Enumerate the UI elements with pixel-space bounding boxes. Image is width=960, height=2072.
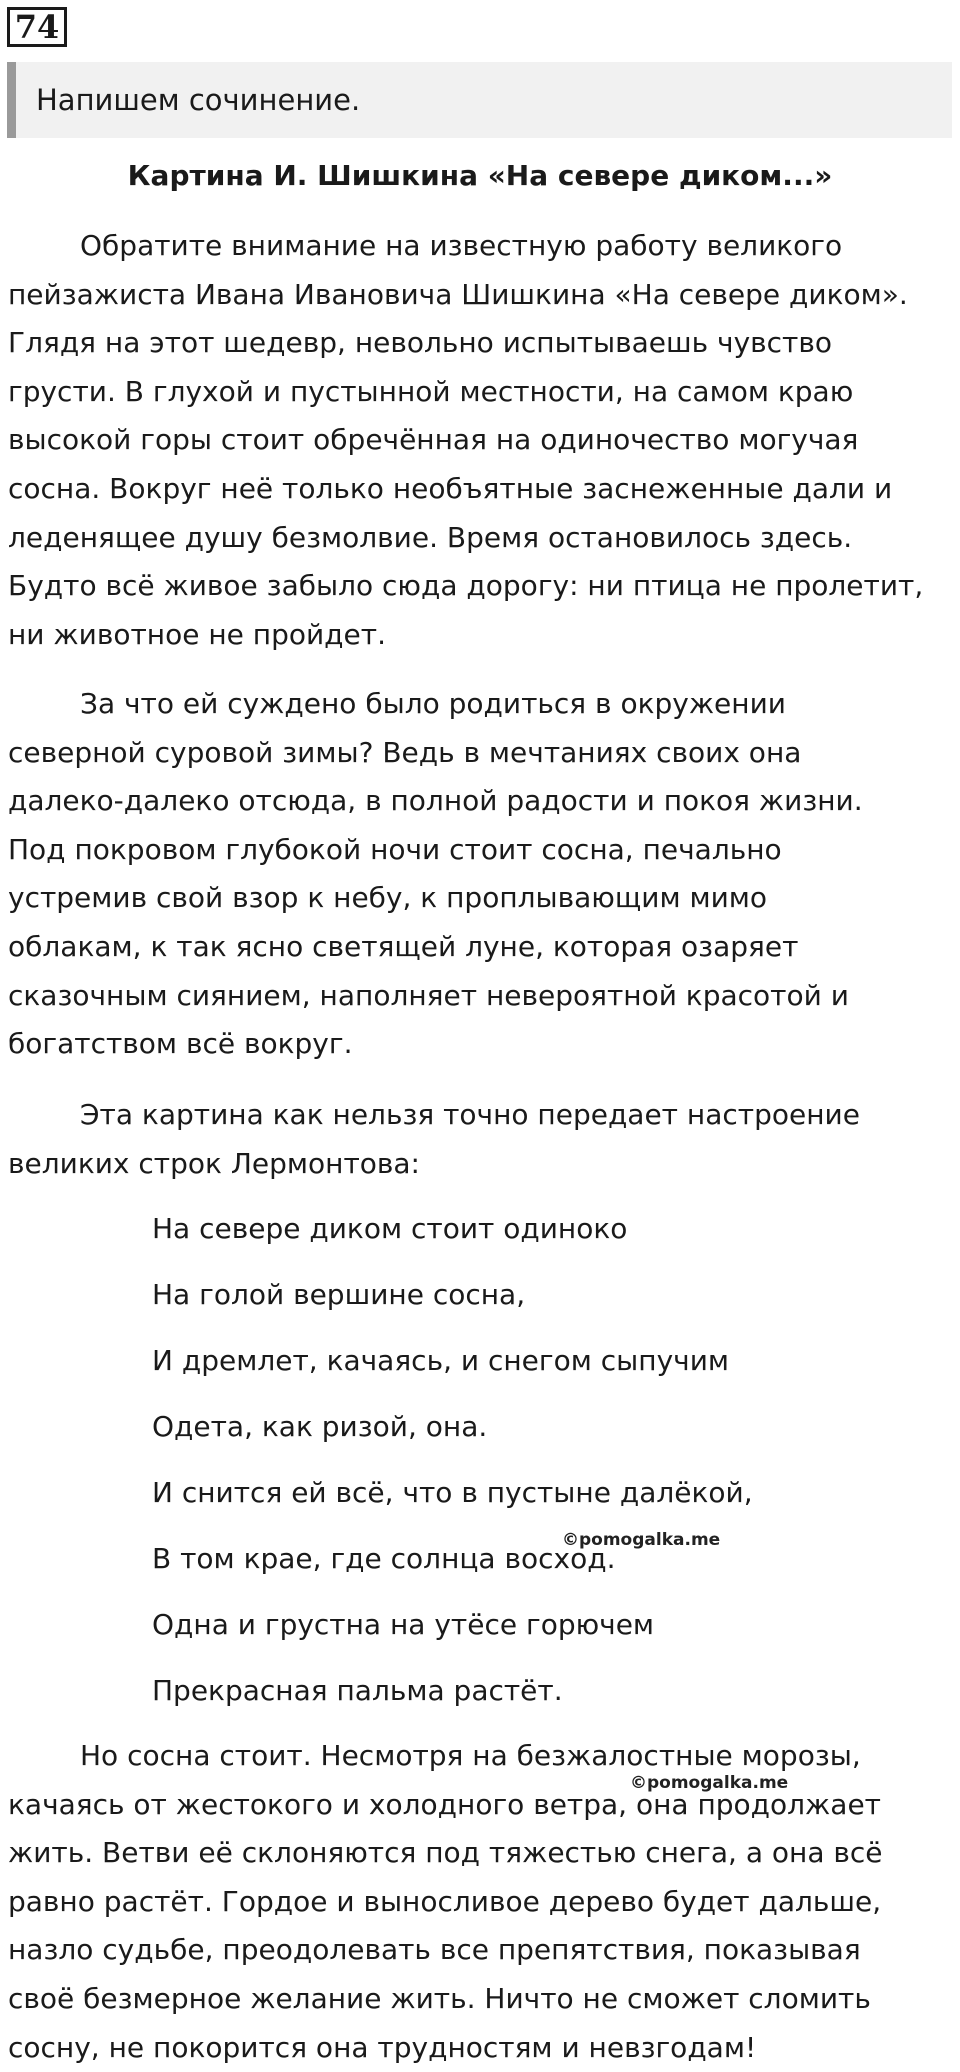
paragraph-line: равно растёт. Гордое и выносливое дерево будет дальше,: [8, 1884, 882, 1918]
poem-line: На севере диком стоит одиноко: [152, 1212, 628, 1245]
paragraph-line: облакам, к так ясно светящей луне, которая озаряет: [8, 929, 799, 963]
paragraph-line: высокой горы стоит обречённая на одиночество могучая: [8, 423, 859, 457]
paragraph-line: Обратите внимание на известную работу великого: [80, 229, 843, 262]
paragraph-line: далеко-далеко отсюда, в полной радости и покоя жизни.: [8, 784, 863, 818]
paragraph-line: ни животное не пройдет.: [8, 617, 386, 651]
poem-quote: [152, 1205, 912, 1733]
paragraph-line: качаясь от жестокого и холодного ветра, она продолжает: [8, 1787, 881, 1821]
poem-line: Прекрасная пальма растёт.: [152, 1674, 563, 1707]
paragraph-line: Эта картина как нельзя точно передает настроение: [80, 1098, 860, 1131]
watermark: ©pomogalka.me: [562, 1530, 721, 1550]
paragraph-line: За что ей суждено было родиться в окружении: [80, 687, 786, 720]
poem-line: И снится ей всё, что в пустыне далёкой,: [152, 1476, 753, 1509]
paragraph-line: леденящее душу безмолвие. Время остановилось здесь.: [8, 520, 853, 554]
essay-title: Картина И. Шишкина «На севере диком...»: [127, 159, 833, 192]
paragraph-line: великих строк Лермонтова:: [8, 1146, 420, 1180]
paragraph-line: Будто всё живое забыло сюда дорогу: ни птица не пролетит,: [8, 569, 924, 603]
paragraph-line: Но сосна стоит. Несмотря на безжалостные морозы,: [80, 1739, 861, 1772]
poem-line: На голой вершине сосна,: [152, 1278, 526, 1311]
paragraph-line: устремив свой взор к небу, к проплывающим мимо: [8, 881, 768, 915]
poem-line: Одна и грустна на утёсе горючем: [152, 1608, 655, 1641]
essay-paragraph-4: [8, 1732, 954, 2072]
paragraph-line: своё безмерное желание жить. Ничто не сможет сломить: [8, 1981, 871, 2015]
paragraph-line: грусти. В глухой и пустынной местности, на самом краю: [8, 374, 854, 408]
paragraph-line: Под покровом глубокой ночи стоит сосна, печально: [8, 832, 782, 866]
essay-paragraph-1: [8, 222, 954, 659]
paragraph-line: богатством всё вокруг.: [8, 1027, 353, 1061]
paragraph-line: сказочным сиянием, наполняет невероятной красотой и: [8, 978, 849, 1012]
task-number-badge: 74: [7, 7, 67, 47]
poem-line: Одета, как ризой, она.: [152, 1410, 488, 1443]
paragraph-line: северной суровой зимы? Ведь в мечтаниях своих она: [8, 735, 802, 769]
paragraph-line: жить. Ветви её склоняются под тяжестью снега, а она всё: [8, 1836, 883, 1870]
paragraph-line: пейзажиста Ивана Ивановича Шишкина «На севере диком».: [8, 277, 908, 311]
essay-paragraph-3: [8, 1091, 954, 1188]
poem-line: И дремлет, качаясь, и снегом сыпучим: [152, 1344, 730, 1377]
poem-line: В том крае, где солнца восход.: [152, 1542, 616, 1575]
paragraph-line: назло судьбе, преодолевать все препятствия, показывая: [8, 1933, 861, 1967]
paragraph-line: сосна. Вокруг неё только необъятные заснеженные дали и: [8, 471, 893, 505]
task-instruction-bar: [7, 62, 952, 138]
essay-paragraph-2: [8, 680, 954, 1069]
task-instruction-text: Напишем сочинение.: [36, 83, 361, 117]
paragraph-line: Глядя на этот шедевр, невольно испытываешь чувство: [8, 326, 833, 360]
watermark: ©pomogalka.me: [630, 1773, 789, 1793]
paragraph-line: сосну, не покорится она трудностям и невзгодам!: [8, 2030, 757, 2064]
